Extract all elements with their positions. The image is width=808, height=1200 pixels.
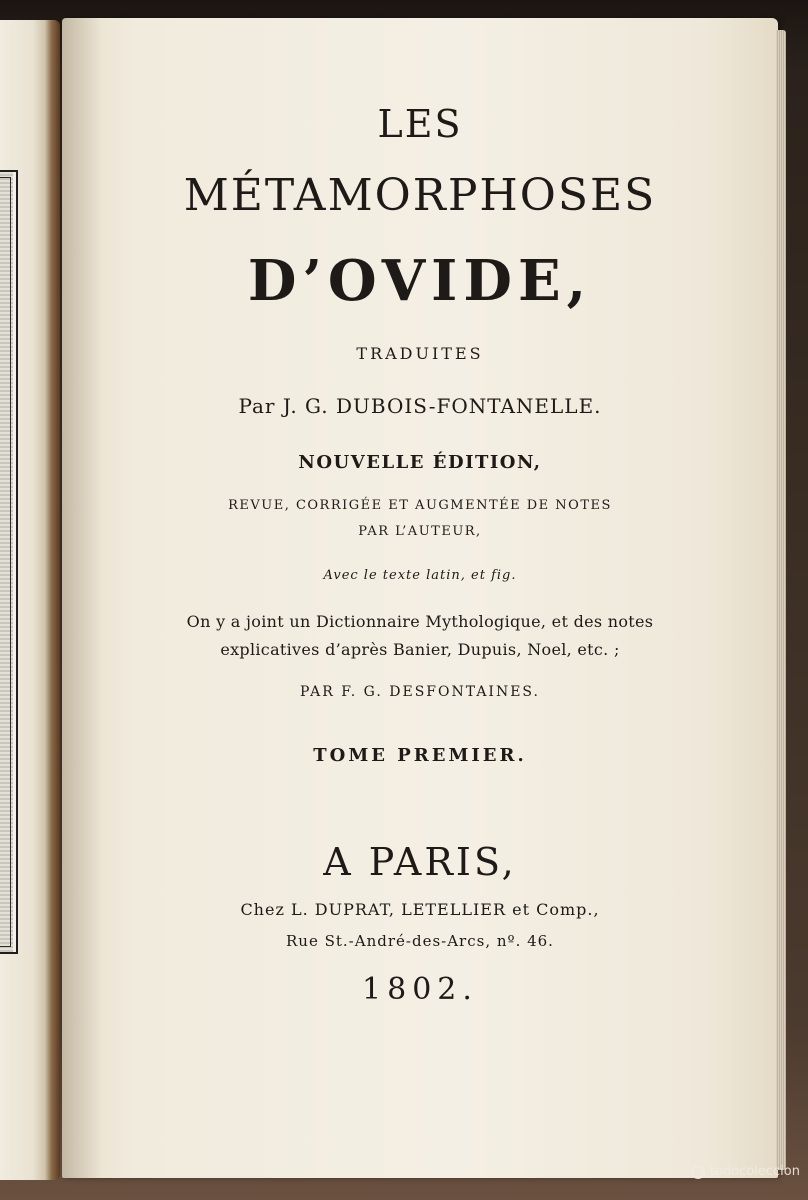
frontispiece-plate-edge bbox=[0, 170, 18, 954]
plate-border bbox=[0, 177, 11, 947]
previous-page-edge bbox=[0, 20, 60, 1180]
translator-line: Par J. G. DUBOIS-FONTANELLE. bbox=[238, 394, 602, 418]
watermark bbox=[600, 1164, 800, 1179]
dictionary-line-1: On y a joint un Dictionnaire Mythologique, et des notes bbox=[186, 612, 654, 631]
address-line: Rue St.-André-des-Arcs, nº. 46. bbox=[286, 932, 554, 950]
publication-year: 1802. bbox=[362, 972, 478, 1007]
volume-line: TOME PREMIER. bbox=[313, 745, 527, 766]
by-author-line: PAR L’AUTEUR, bbox=[358, 524, 482, 539]
title-metamorphoses: MÉTAMORPHOSES bbox=[183, 170, 657, 221]
translated-label: TRADUITES bbox=[356, 344, 484, 363]
desfontaines-line: PAR F. G. DESFONTAINES. bbox=[300, 684, 540, 700]
dictionary-line-2: explicatives d’après Banier, Dupuis, Noel, etc. ; bbox=[220, 640, 620, 659]
revised-line: REVUE, CORRIGÉE ET AUGMENTÉE DE NOTES bbox=[228, 498, 612, 513]
place-line: A PARIS, bbox=[323, 840, 517, 884]
title-ovide: D’OVIDE, bbox=[247, 248, 593, 314]
title-les: LES bbox=[377, 102, 463, 146]
watermark-text: todocoleccion bbox=[709, 1164, 800, 1179]
publisher-line: Chez L. DUPRAT, LETELLIER et Comp., bbox=[240, 900, 600, 919]
edition-line: NOUVELLE ÉDITION, bbox=[298, 452, 542, 473]
todocoleccion-logo-icon bbox=[691, 1165, 705, 1179]
latin-text-line: Avec le texte latin, et fig. bbox=[323, 568, 517, 583]
